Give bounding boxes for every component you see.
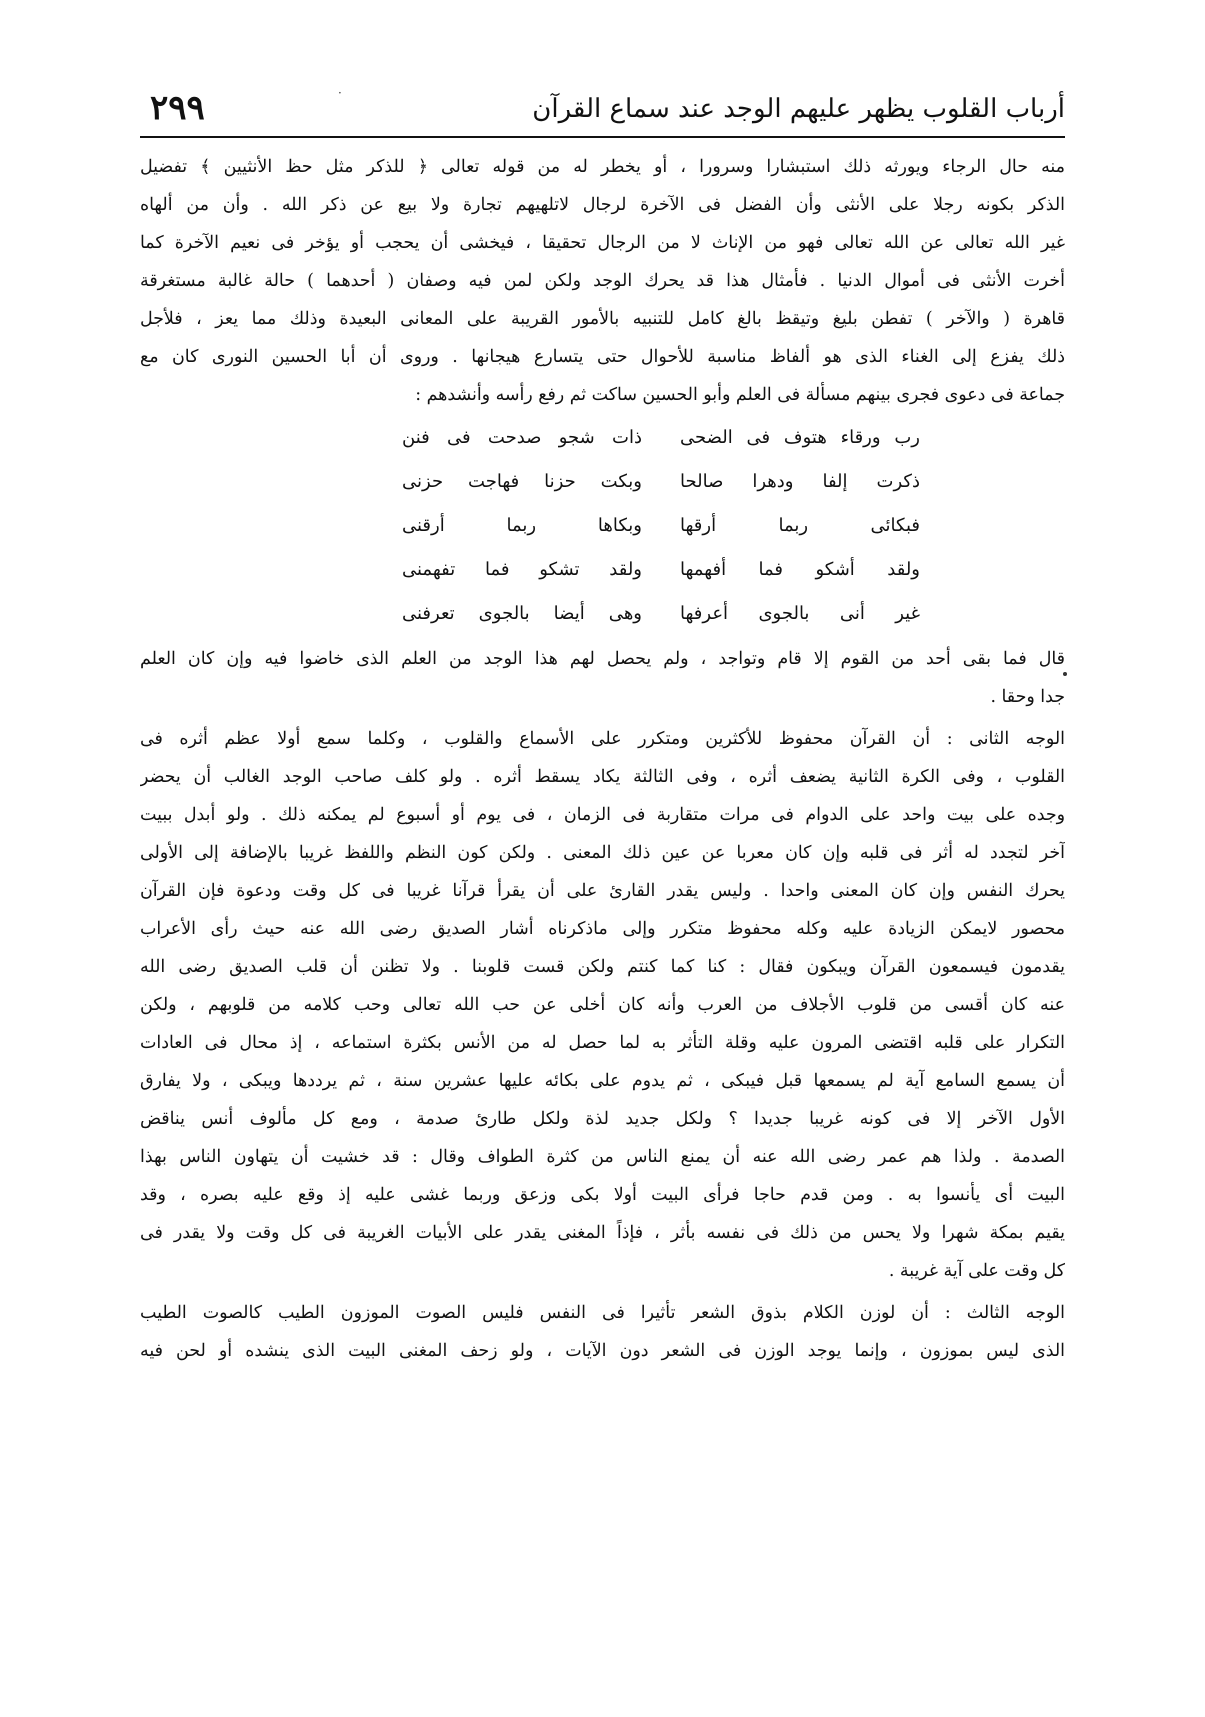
text-line: يقيم بمكة شهرا ولا يحس من ذلك فى نفسه بأثر ، فإذاً المغنى يقدر على الأبيات الغريبة فى كل وقت ولا يقدر فى <box>140 1223 1065 1243</box>
text-line: منه حال الرجاء ويورثه ذلك استبشارا وسرورا ، أو يخطر له من قوله تعالى ﴿ للذكر مثل حظ الأنثيين ﴾ تفضيل <box>140 157 1065 177</box>
poem-verse <box>140 416 1065 460</box>
text-line: يقدمون فيسمعون القرآن ويبكون فقال : كنا كما كنتم ولكن قست قلوبنا . ولا تظنن أن قلب الصديق رضى الله <box>140 957 1065 977</box>
poem <box>140 416 1065 636</box>
text-line: جدا وحقا . <box>990 687 1065 707</box>
verse-second-hemistich: وهى أيضا بالجوى تعرفنى <box>402 603 642 624</box>
text-line: الصدمة . ولذا هم عمر رضى الله عنه أن يمنع الناس من كثرة الطواف وقال : قد خشيت أن يتهاون الناس بهذا <box>140 1147 1065 1167</box>
text-line: التكرار على قلبه اقتضى المرون عليه وقلة التأثر به لما حصل له من الأنس بكثرة استماعه ، إذ محال فى العادات <box>140 1033 1065 1053</box>
text-line: يحرك النفس وإن كان المعنى واحدا . وليس يقدر القارئ على أن يقرأ قرآنا غريبا فى كل وقت ودعوة فإن القرآن <box>140 881 1065 901</box>
text-line: آخر لتجدد له أثر فى قلبه وإن كان معربا عن عين ذلك المعنى . ولكن كون النظم واللفظ غريبا بالإضافة إلى الأولى <box>140 843 1065 863</box>
paragraph-3 <box>140 720 1065 1290</box>
body-text <box>140 148 1065 1370</box>
text-line: الأول الآخر إلا فى كونه غريبا جديدا ؟ ولكل جديد لذة ولكل طارئ صدمة ، ومع كل مألوف أنس يناقض <box>140 1109 1065 1129</box>
text-line: قال فما بقى أحد من القوم إلا قام وتواجد ، ولم يحصل لهم هذا الوجد من العلم الذى خاضوا فيه وإن كان العلم <box>140 649 1065 669</box>
verse-first-hemistich: رب ورقاء هتوف فى الضحى <box>680 427 920 448</box>
running-title: أرباب القلوب يظهر عليهم الوجد عند سماع القرآن <box>532 94 1065 124</box>
text-line: الوجه الثالث : أن لوزن الكلام بذوق الشعر تأثيرا فى النفس فليس الصوت الموزون الطيب كالصوت الطيب <box>140 1303 1065 1323</box>
text-line: محصور لايمكن الزيادة عليه وكله محفوظ متكرر وإلى ماذكرناه أشار الصديق رضى الله عنه حيث رأى الأعراب <box>140 919 1065 939</box>
text-line: الذى ليس بموزون ، وإنما يوجد الوزن فى الشعر دون الآيات ، ولو زحف المغنى البيت الذى ينشده أو لحن فيه <box>140 1341 1065 1361</box>
page-header <box>140 86 1065 138</box>
text-line: غير الله تعالى عن الله تعالى فهو من الإناث لا من الرجال تحقيقا ، فيخشى أن يحجب أو يؤخر فى نعيم الآخرة كما <box>140 233 1065 253</box>
verse-second-hemistich: ذات شجو صدحت فى فنن <box>402 427 642 448</box>
text-line: أخرت الأنثى فى أموال الدنيا . فأمثال هذا قد يحرك الوجد ولكن لمن فيه وصفان ( أحدهما ) حالة غالبة مستغرقة <box>140 271 1065 291</box>
text-line: وجده على بيت واحد على الدوام فى مرات متقاربة فى الزمان ، فى يوم أو أسبوع لم يمكنه ذلك . ولو أبدل ببيت <box>140 805 1065 825</box>
print-speck-top: · <box>338 86 342 100</box>
paragraph-2 <box>140 640 1065 716</box>
verse-first-hemistich: ولقد أشكو فما أفهمها <box>680 559 920 580</box>
poem-verse <box>140 504 1065 548</box>
text-line: قاهرة ( والآخر ) تفطن بليغ وتيقظ بالغ كامل للتنبيه بالأمور القريبة على المعانى البعيدة وذلك مما يعز ، فلأجل <box>140 309 1065 329</box>
verse-second-hemistich: وبكاها ربما أرقنى <box>402 515 642 536</box>
text-line: أن يسمع السامع آية لم يسمعها قبل فيبكى ، ثم يدوم على بكائه عليها عشرين سنة ، ثم يرددها ويبكى ، ولا يفارق <box>140 1071 1065 1091</box>
paragraph-4 <box>140 1294 1065 1370</box>
verse-second-hemistich: ولقد تشكو فما تفهمنى <box>402 559 642 580</box>
poem-verse <box>140 460 1065 504</box>
book-page <box>140 86 1065 1370</box>
text-line: الذكر بكونه رجلا على الأنثى وأن الفضل فى الآخرة لرجال لاتلهيهم تجارة ولا بيع عن ذكر الله . وأن من ألهاه <box>140 195 1065 215</box>
page-number: ٢٩٩ <box>150 88 205 128</box>
text-line: عنه كان أقسى من قلوب الأجلاف من العرب وأنه كان أخلى عن حب الله تعالى وحب كلامه من قلوبهم ، ولكن <box>140 995 1065 1015</box>
paragraph-1 <box>140 148 1065 414</box>
text-line: الوجه الثانى : أن القرآن محفوظ للأكثرين ومتكرر على الأسماع والقلوب ، وكلما سمع أولا عظم أثره فى <box>140 729 1065 749</box>
verse-first-hemistich: ذكرت إلفا ودهرا صالحا <box>680 471 920 492</box>
text-line: ذلك يفزع إلى الغناء الذى هو ألفاظ مناسبة للأحوال حتى يتسارع هيجانها . وروى أن أبا الحسين النورى كان مع <box>140 347 1065 367</box>
verse-first-hemistich: فبكائى ربما أرقها <box>680 515 920 536</box>
verse-second-hemistich: وبكت حزنا فهاجت حزنى <box>402 471 642 492</box>
text-line: البيت أى يأنسوا به . ومن قدم حاجا فرأى البيت أولا بكى وزعق وربما غشى عليه إذ وقع عليه بصره ، وقد <box>140 1185 1065 1205</box>
text-line: القلوب ، وفى الكرة الثانية يضعف أثره ، وفى الثالثة يكاد يسقط أثره . ولو كلف صاحب الوجد الغالب أن يحضر <box>140 767 1065 787</box>
text-line: جماعة فى دعوى فجرى بينهم مسألة فى العلم وأبو الحسين ساكت ثم رفع رأسه وأنشدهم : <box>415 385 1065 405</box>
verse-first-hemistich: غير أنى بالجوى أعرفها <box>680 603 920 624</box>
text-line: كل وقت على آية غريبة . <box>888 1261 1065 1281</box>
poem-verse <box>140 592 1065 636</box>
poem-verse <box>140 548 1065 592</box>
